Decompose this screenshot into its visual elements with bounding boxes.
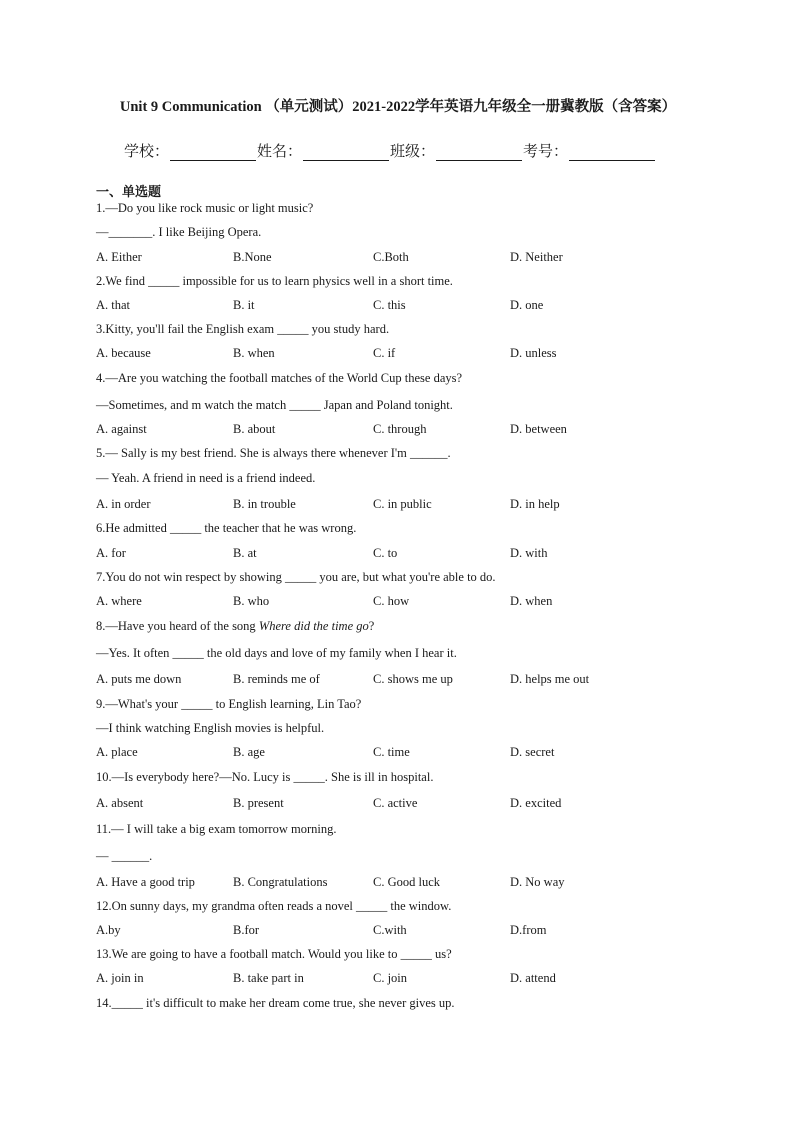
option-d[interactable]: D. in help [510, 497, 560, 511]
question-8-text-2: —Yes. It often _____ the old days and love of my family when I hear it. [96, 646, 457, 660]
option-a[interactable]: A. Have a good trip [96, 875, 195, 889]
option-c[interactable]: C. through [373, 422, 427, 436]
option-c[interactable]: C. time [373, 745, 410, 759]
option-c[interactable]: C. Good luck [373, 875, 441, 889]
option-b[interactable]: B. who [233, 594, 270, 608]
option-b[interactable]: B. it [233, 298, 255, 312]
question-mark: ? [368, 619, 375, 633]
option-b[interactable]: B. present [233, 796, 284, 810]
option-a[interactable]: A. puts me down [96, 672, 182, 686]
option-b[interactable]: B. Congratulations [233, 875, 328, 889]
option-c[interactable]: C. shows me up [373, 672, 453, 686]
question-9-options [96, 745, 716, 761]
option-a[interactable]: A. absent [96, 796, 144, 810]
question-12-options [96, 923, 716, 939]
question-5-text-2: — Yeah. A friend in need is a friend indeed. [96, 471, 316, 485]
question-4-text-2: —Sometimes, and m watch the match _____ Japan and Poland tonight. [96, 398, 453, 412]
option-a[interactable]: A. place [96, 745, 138, 759]
question-7-text: 7.You do not win respect by showing _____ you are, but what you're able to do. [96, 570, 496, 584]
option-d[interactable]: D.from [510, 923, 547, 937]
question-8-options [96, 672, 716, 688]
option-b[interactable]: B. in trouble [233, 497, 296, 511]
class-blank[interactable] [436, 146, 522, 161]
option-b[interactable]: B.for [233, 923, 260, 937]
question-1-options [96, 250, 716, 266]
option-a[interactable]: A. where [96, 594, 142, 608]
option-b[interactable]: B. take part in [233, 971, 304, 985]
question-8-stem: 8.—Have you heard of the song [96, 619, 259, 633]
option-c[interactable]: C. how [373, 594, 410, 608]
question-2-text: 2.We find _____ impossible for us to learn physics well in a short time. [96, 274, 453, 288]
question-1-text: 1.—Do you like rock music or light music? [96, 201, 314, 215]
option-d[interactable]: D. No way [510, 875, 565, 889]
option-a[interactable]: A. join in [96, 971, 144, 985]
option-b[interactable]: B. reminds me of [233, 672, 320, 686]
option-c[interactable]: C. join [373, 971, 408, 985]
option-a[interactable]: A. Either [96, 250, 142, 264]
option-d[interactable]: D. secret [510, 745, 555, 759]
option-b[interactable]: B. at [233, 546, 257, 560]
option-d[interactable]: D. Neither [510, 250, 563, 264]
question-8-text [96, 619, 374, 634]
name-label: 姓名： [257, 144, 303, 160]
option-d[interactable]: D. with [510, 546, 548, 560]
option-c[interactable]: C. active [373, 796, 418, 810]
school-label: 学校： [124, 144, 170, 160]
option-a[interactable]: A. against [96, 422, 147, 436]
question-11-text-2: — ______. [96, 849, 153, 863]
option-d[interactable]: D. helps me out [510, 672, 590, 686]
question-6-text: 6.He admitted _____ the teacher that he was wrong. [96, 521, 357, 535]
option-c[interactable]: C.with [373, 923, 407, 937]
question-4-options [96, 422, 716, 438]
section-heading: 一、单选题 [96, 184, 162, 199]
option-d[interactable]: D. attend [510, 971, 556, 985]
option-c[interactable]: C.Both [373, 250, 409, 264]
question-14-text: 14._____ it's difficult to make her dream come true, she never gives up. [96, 996, 455, 1010]
option-b[interactable]: B.None [233, 250, 272, 264]
option-a[interactable]: A.by [96, 923, 121, 937]
option-c[interactable]: C. to [373, 546, 398, 560]
question-11-text: 11.— I will take a big exam tomorrow morning. [96, 822, 337, 836]
question-5-options [96, 497, 716, 513]
option-a[interactable]: A. that [96, 298, 131, 312]
name-blank[interactable] [303, 146, 389, 161]
question-13-options [96, 971, 716, 987]
option-d[interactable]: D. between [510, 422, 567, 436]
option-d[interactable]: D. excited [510, 796, 562, 810]
exam-title: Unit 9 Communication （单元测试）2021-2022学年英语九年级全一册冀教版（含答案） [119, 99, 677, 115]
question-7-options [96, 594, 716, 610]
question-12-text: 12.On sunny days, my grandma often reads a novel _____ the window. [96, 899, 452, 913]
option-d[interactable]: D. one [510, 298, 544, 312]
option-c[interactable]: C. in public [373, 497, 432, 511]
question-10-text: 10.—Is everybody here?—No. Lucy is _____. She is ill in hospital. [96, 770, 434, 784]
option-b[interactable]: B. age [233, 745, 265, 759]
song-title: Where did the time go [258, 619, 369, 633]
question-11-options [96, 875, 716, 891]
option-c[interactable]: C. if [373, 346, 396, 360]
option-a[interactable]: A. for [96, 546, 126, 560]
question-6-options [96, 546, 716, 562]
question-2-options [96, 298, 716, 314]
option-a[interactable]: A. because [96, 346, 151, 360]
school-blank[interactable] [170, 146, 256, 161]
class-label: 班级： [390, 144, 436, 160]
option-b[interactable]: B. about [233, 422, 276, 436]
question-4-text: 4.—Are you watching the football matches of the World Cup these days? [96, 371, 463, 385]
number-label: 考号： [523, 144, 569, 160]
question-9-text-2: —I think watching English movies is helpful. [96, 721, 325, 735]
student-info-row [124, 140, 656, 161]
question-5-text: 5.— Sally is my best friend. She is always there whenever I'm ______. [96, 446, 451, 460]
question-13-text: 13.We are going to have a football match. Would you like to _____ us? [96, 947, 452, 961]
option-d[interactable]: D. when [510, 594, 553, 608]
question-3-text: 3.Kitty, you'll fail the English exam _____ you study hard. [96, 322, 390, 336]
option-a[interactable]: A. in order [96, 497, 151, 511]
question-3-options [96, 346, 716, 362]
question-10-options [96, 796, 716, 812]
number-blank[interactable] [569, 146, 655, 161]
question-1-text-2: —_______. I like Beijing Opera. [96, 225, 262, 239]
option-b[interactable]: B. when [233, 346, 275, 360]
option-d[interactable]: D. unless [510, 346, 557, 360]
option-c[interactable]: C. this [373, 298, 406, 312]
question-9-text: 9.—What's your _____ to English learning, Lin Tao? [96, 697, 362, 711]
